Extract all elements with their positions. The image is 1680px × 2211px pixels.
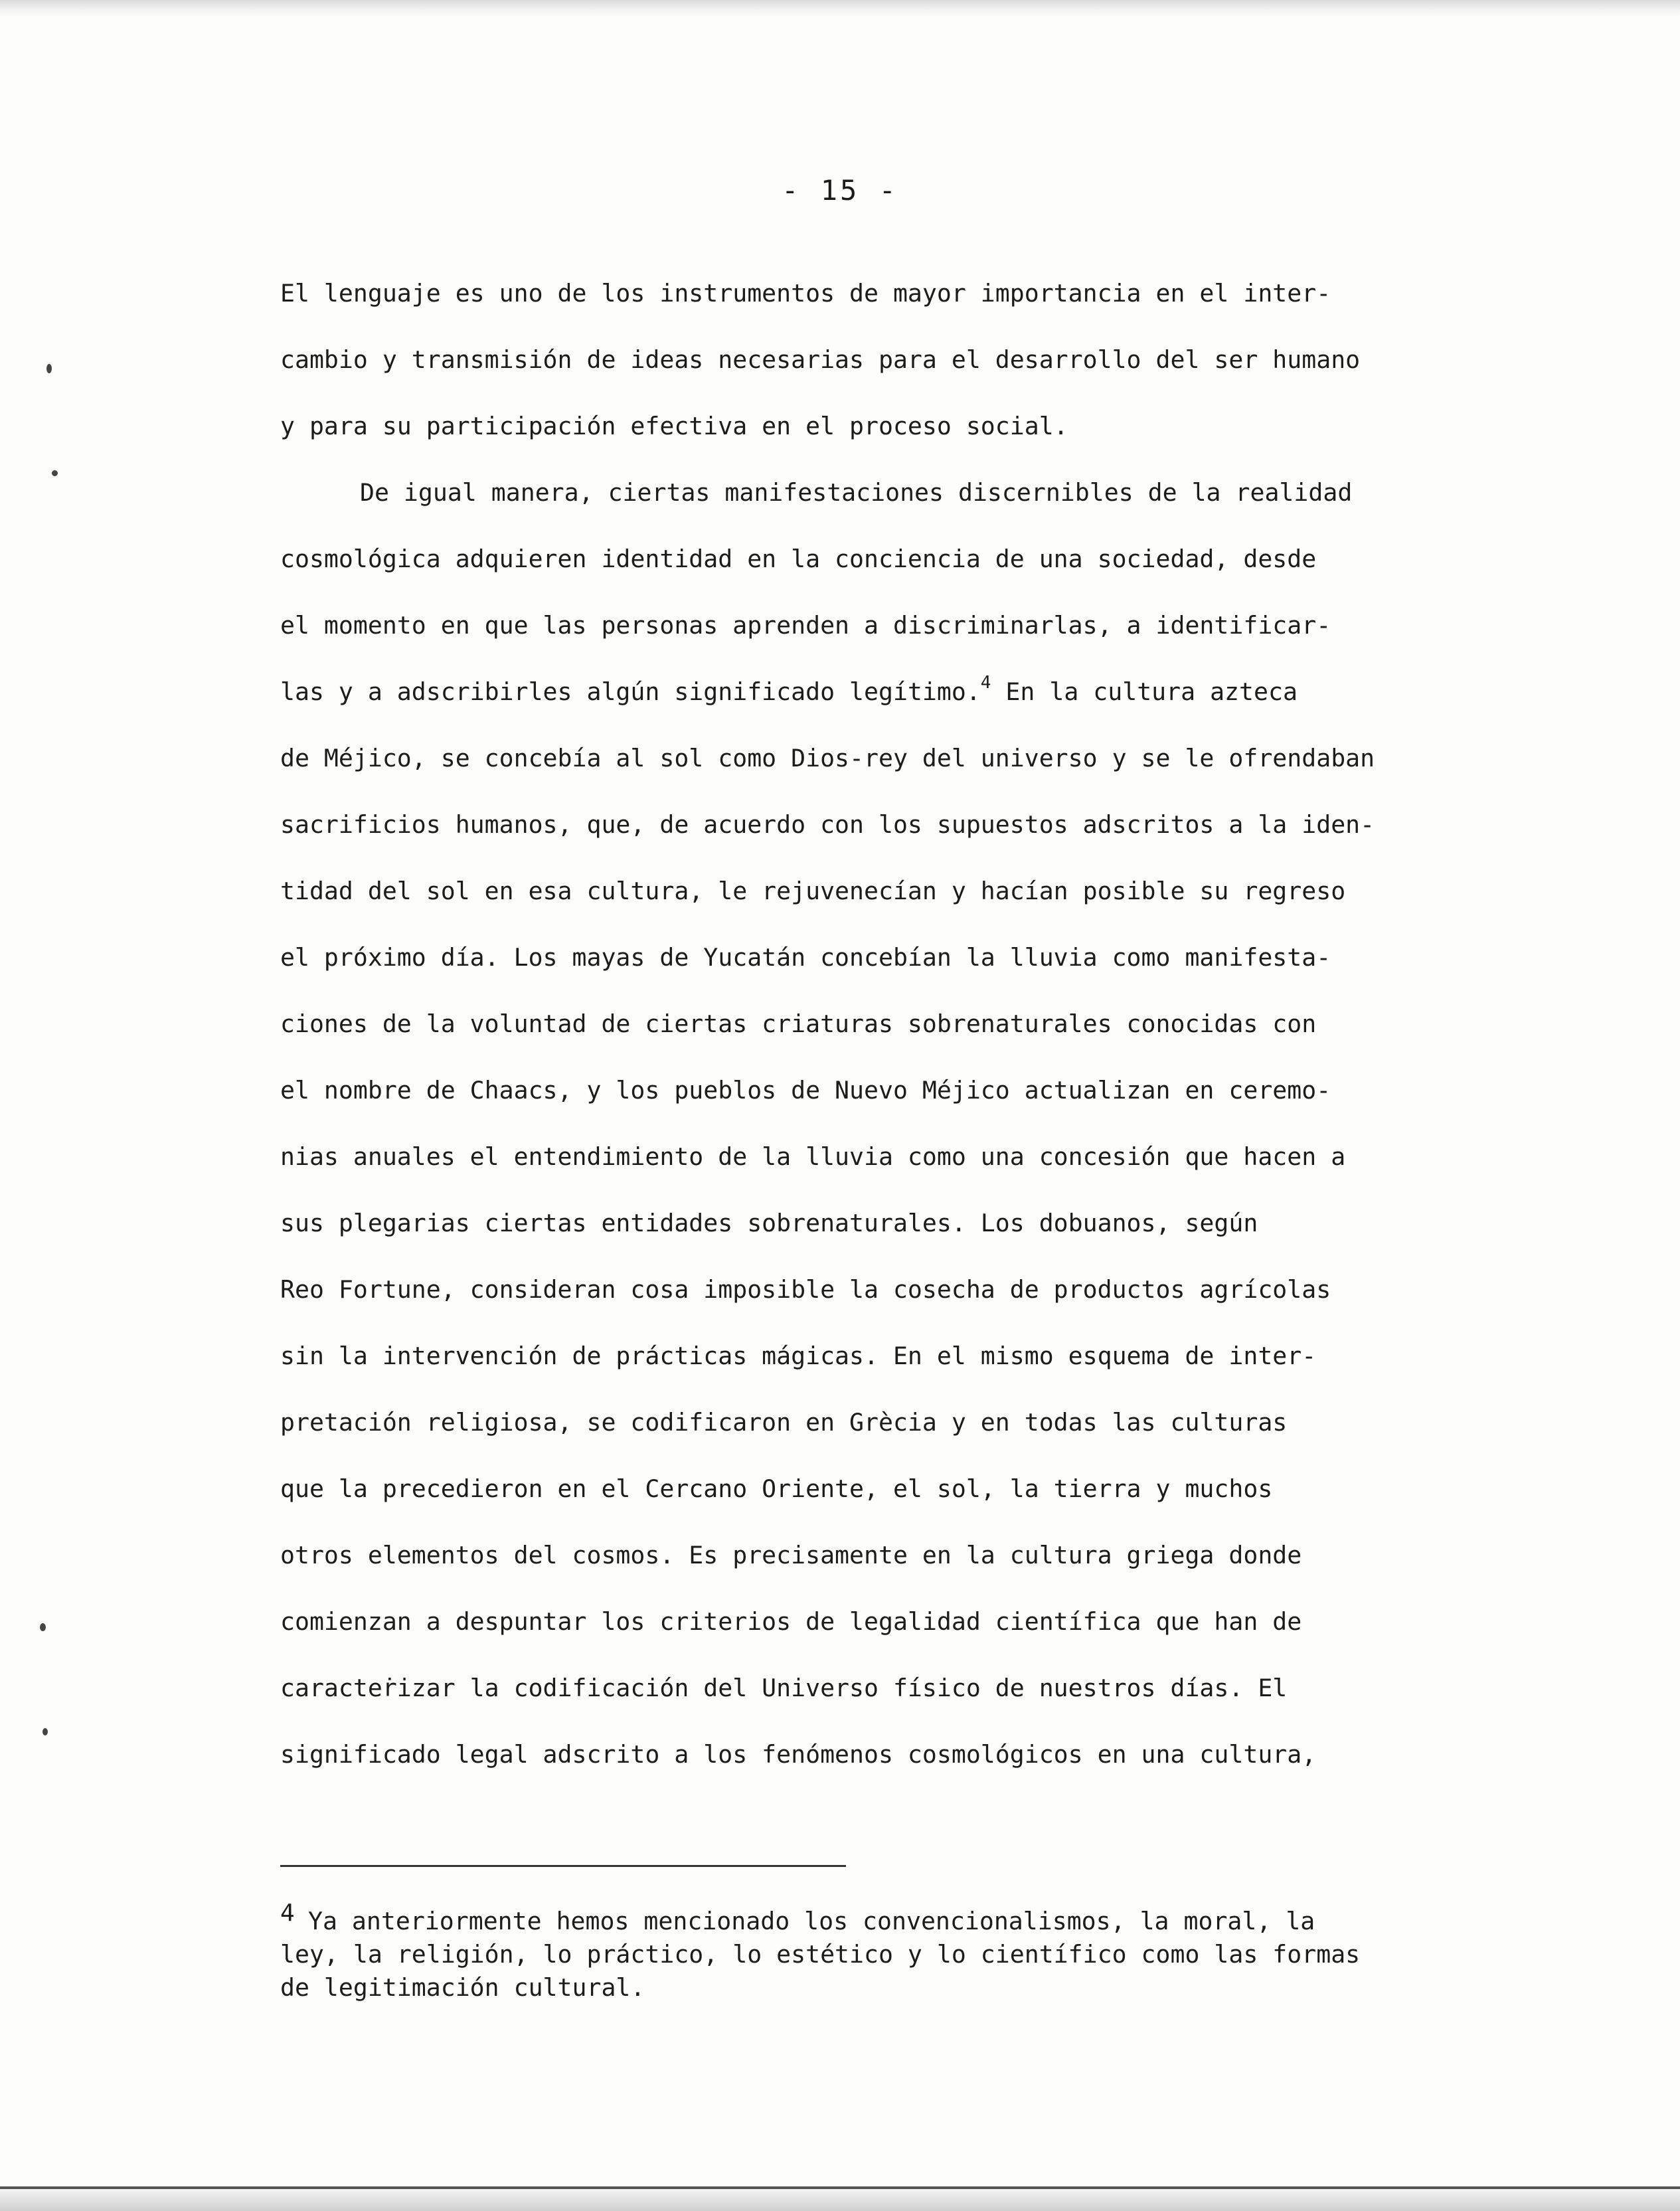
body-line-text: las y a adscribirles algún significado legítimo.: [280, 677, 981, 706]
body-line: [280, 592, 1529, 659]
body-line: [280, 460, 1529, 526]
scan-speck: [42, 1728, 48, 1735]
body-line-text: Reo Fortune, consideran cosa imposible la cosecha de productos agrícolas: [280, 1275, 1331, 1304]
body-line-text: sus plegarias ciertas entidades sobrenaturales. Los dobuanos, según: [280, 1209, 1258, 1237]
footnote-line: ley, la religión, lo práctico, lo estético y lo científico como las formas: [280, 1940, 1361, 1969]
body-line-text: otros elementos del cosmos. Es precisamente en la cultura griega donde: [280, 1541, 1302, 1569]
body-line: [280, 1589, 1529, 1655]
body-line-text: ciones de la voluntad de ciertas criaturas sobrenaturales conocidas con: [280, 1010, 1317, 1038]
body-line-text: sin la intervención de prácticas mágicas. En el mismo esquema de inter-: [280, 1342, 1317, 1370]
body-line: [280, 991, 1529, 1057]
scan-bottom-edge: [0, 2186, 1680, 2211]
body-line-text: el momento en que las personas aprenden a discriminarlas, a identificar-: [280, 611, 1331, 640]
page-number: - 15 -: [782, 174, 898, 207]
body-line: [280, 1323, 1529, 1389]
scan-top-edge: [0, 0, 1680, 17]
body-line: [280, 925, 1529, 991]
footnote-marker: 4: [280, 1900, 295, 1927]
scan-speck: [52, 470, 58, 476]
body-line-text: comienzan a despuntar los criterios de legalidad científica que han de: [280, 1607, 1302, 1636]
body-line: [280, 659, 1529, 725]
body-text: [280, 260, 1529, 1788]
footnote-line: de legitimación cultural.: [280, 1973, 645, 2002]
body-line-text: cosmológica adquieren identidad en la conciencia de una sociedad, desde: [280, 545, 1317, 573]
body-line-text: cambio y transmisión de ideas necesarias para el desarrollo del ser humano: [280, 345, 1361, 374]
body-line-text: que la precedieron en el Cercano Oriente, el sol, la tierra y muchos: [280, 1474, 1273, 1503]
body-line: [280, 1057, 1529, 1124]
body-line-text: nias anuales el entendimiento de la lluvia como una concesión que hacen a: [280, 1142, 1346, 1171]
body-line-text: En la cultura azteca: [991, 677, 1298, 706]
scan-speck: [46, 364, 52, 373]
footnote-separator: [280, 1865, 846, 1867]
body-line: [280, 792, 1529, 858]
body-line: [280, 1722, 1529, 1788]
footnote: [280, 1900, 1529, 2004]
body-line-text: El lenguaje es uno de los instrumentos de mayor importancia en el inter-: [280, 279, 1331, 308]
footnote-reference: 4: [980, 673, 991, 693]
body-line: [280, 1456, 1529, 1522]
body-line-text: el nombre de Chaacs, y los pueblos de Nuevo Méjico actualizan en ceremo-: [280, 1076, 1331, 1105]
body-line: [280, 1190, 1529, 1257]
body-line-text: significado legal adscrito a los fenómenos cosmológicos en una cultura,: [280, 1740, 1317, 1769]
body-line-text: caracteṙizar la codificación del Universo físico de nuestros días. El: [280, 1674, 1288, 1702]
body-line: [280, 1389, 1529, 1456]
footnote-line: Ya anteriormente hemos mencionado los convencionalismos, la moral, la: [308, 1907, 1315, 1935]
body-line-text: De igual manera, ciertas manifestaciones discernibles de la realidad: [360, 478, 1353, 507]
body-line: [280, 1522, 1529, 1589]
body-line: [280, 725, 1529, 792]
body-line-text: pretación religiosa, se codificaron en Grècia y en todas las culturas: [280, 1408, 1288, 1437]
body-line: [280, 260, 1529, 327]
body-line-text: sacrificios humanos, que, de acuerdo con los supuestos adscritos a la iden-: [280, 810, 1375, 839]
body-line: [280, 1655, 1529, 1722]
body-line: [280, 393, 1529, 460]
body-line: [280, 327, 1529, 393]
body-line-text: tidad del sol en esa cultura, le rejuvenecían y hacían posible su regreso: [280, 877, 1346, 905]
body-line: [280, 526, 1529, 592]
body-line: [280, 1124, 1529, 1190]
scan-speck: [40, 1623, 46, 1631]
body-line-text: y para su participación efectiva en el proceso social.: [280, 412, 1068, 440]
body-line: [280, 1257, 1529, 1323]
body-line: [280, 858, 1529, 925]
body-line-text: el próximo día. Los mayas de Yucatán concebían la lluvia como manifesta-: [280, 943, 1331, 972]
body-line-text: de Méjico, se concebía al sol como Dios-rey del universo y se le ofrendaban: [280, 744, 1375, 772]
